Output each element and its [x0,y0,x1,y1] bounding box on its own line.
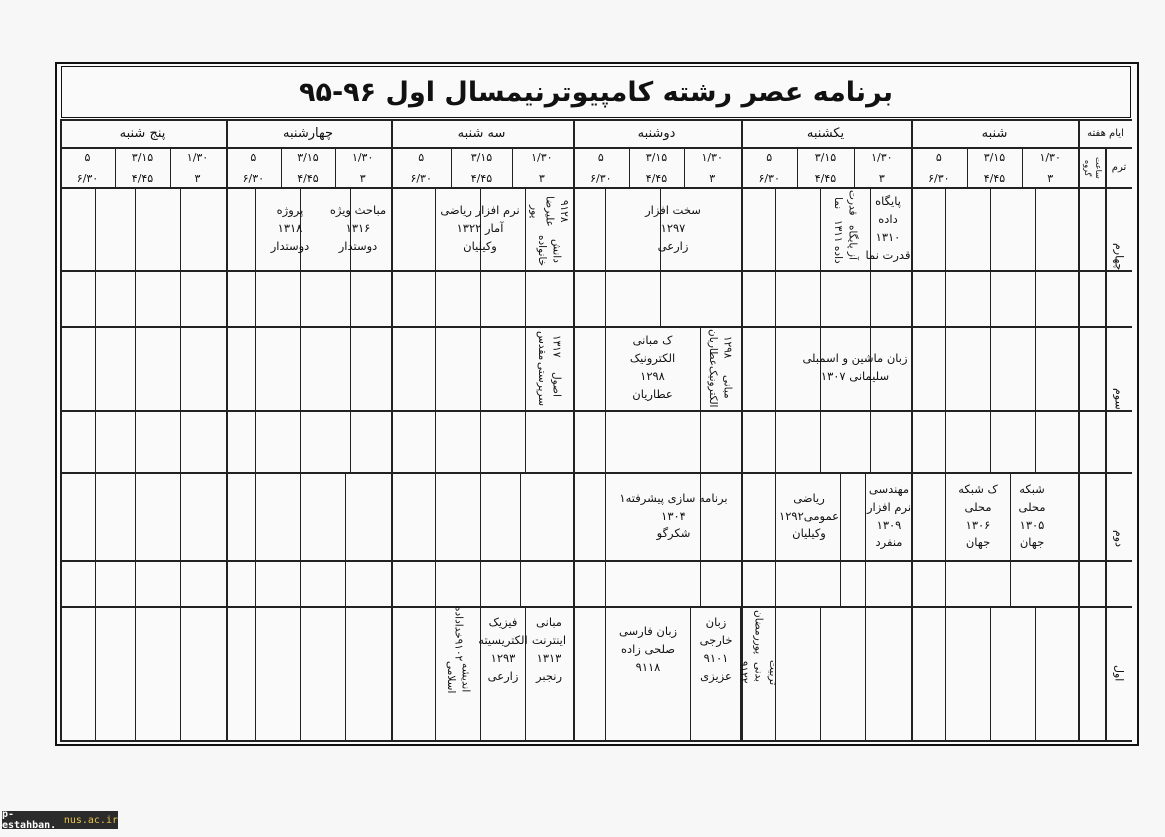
slot-start: ۵ [935,151,942,164]
grid-line [226,119,228,740]
course-cell [256,190,324,268]
grid-line [435,326,436,472]
course-line: ۱۳۰۶ [965,517,991,532]
page-title: برنامه عصر رشته کامپیوترنیمسال اول ۹۶-۹۵ [61,66,1131,118]
course-line: ۱۲۹۳ [490,651,516,665]
course-line: ۱۳۰۴ [661,508,686,523]
course-line: برنامه سازی پیشرفته۱ [619,490,728,505]
course-line: نرم افزار [866,499,912,514]
grid-line [300,606,301,740]
slot-start: ۵ [418,151,425,164]
course-line: ک مبانی [632,333,673,348]
slot-start: ۳/۱۵ [131,151,154,164]
course-line: اندیشه اسلامی [445,661,472,694]
course-line: دوستدار [338,238,378,253]
slot-label [451,148,511,186]
grid-line [345,606,346,740]
slot-label [391,148,451,186]
course-line: ریاضی [793,490,825,505]
slot-label [911,148,967,186]
term-name: چهارم [1112,242,1126,271]
grid-line [1035,326,1036,472]
slot-start: ۳/۱۵ [297,151,319,164]
grid-line [573,119,575,740]
course-cell [478,610,528,690]
slot-label [281,148,336,186]
course-line: خارجی [699,633,733,648]
course-line: مهندسی [868,481,910,496]
slot-end: ۴/۴۵ [645,171,668,185]
slot-label [967,148,1023,186]
grid-line [990,326,991,472]
course-cell [606,190,740,268]
course-line: زبان فارسی [618,624,678,639]
slot-start: ۳/۱۵ [470,151,493,164]
course-line: پوررمضان [752,610,765,655]
course-line: دوستدار [270,238,310,253]
slot-end: ۴/۴۵ [814,171,837,185]
grid-line [300,472,301,606]
course-line: ۹۱۱۸ [635,659,661,674]
slot-label [629,148,685,186]
course-line: عطاریان [632,386,673,401]
course-line: محلی [1018,499,1046,514]
course-cell-vertical [821,190,869,268]
slot-label [115,148,170,186]
course-line: نرم افزار ریاضی [440,203,520,218]
slot-label [854,148,910,186]
term-name: اول [1112,664,1126,682]
website-footer[interactable] [2,811,118,829]
grid-line [605,472,606,606]
grid-line [435,472,436,606]
course-line: ۹۱۰۲خداداده [452,606,465,662]
grid-line [480,326,481,472]
grid-line [911,119,913,740]
course-line: پروژه [276,203,304,218]
grid-line [840,472,841,606]
slot-label [60,148,115,186]
grid-line [180,326,181,472]
course-cell [326,190,390,268]
course-line: دانش خانواده [536,235,563,267]
slot-end: ۳ [538,171,545,185]
course-line: ۱۳۰۹ [876,517,902,532]
course-line: ۱۳۱۶ [345,221,371,236]
course-line: اینترنت [531,633,567,648]
course-line: قدرت نما [865,247,911,262]
slot-label [226,148,281,186]
slot-label [797,148,853,186]
slot-end: ۴/۴۵ [131,171,154,185]
grid-line [60,410,1132,412]
course-line: رنجبر [536,668,562,683]
course-cell-vertical [436,606,480,694]
grid-line [990,606,991,740]
grid-line [60,326,1132,328]
course-line: سلیمانی ۱۳۰۷ [820,369,890,383]
course-line: محلی [964,499,992,514]
slot-end: ۶/۳۰ [410,171,432,185]
slot-end: ۴/۴۵ [297,171,319,185]
course-cell [692,610,740,690]
course-line: زارعی [657,238,689,253]
slot-start: ۱/۳۰ [351,151,374,164]
course-line: منفرد [875,535,903,550]
group-label: ساعت گروه [1082,157,1103,179]
course-line: آز پایگاه داده ۱۳۱۱ [832,220,859,264]
slot-end: ۳ [1047,171,1054,185]
slot-label [573,148,629,186]
grid-line [945,187,946,326]
day-header: چهارشنبه [283,125,333,141]
course-cell-vertical [525,190,573,268]
grid-line [95,606,96,740]
course-cell-vertical [737,610,780,690]
slot-start: ۵ [597,151,604,164]
course-cell [865,190,911,268]
course-cell-vertical [700,330,740,406]
slot-end: ۶/۳۰ [590,171,612,185]
grid-line [775,326,776,472]
course-line: ۱۳۱۸ [277,221,303,236]
course-line: پایگاه [875,194,901,209]
grid-line [1078,119,1080,740]
course-line: مبانی الکترونیک [707,365,734,408]
course-line: ۱۲۹۷ [660,221,686,236]
grid-line [945,326,946,472]
slot-start: ۱/۳۰ [1039,151,1061,164]
course-line: ۱۳۱۷ مقدس [536,331,563,361]
course-cell [435,190,525,268]
grid-line [95,472,96,606]
slot-start: ۳/۱۵ [814,151,837,164]
course-line: شبکه [1019,481,1045,496]
course-cell-vertical [525,330,573,406]
grid-line [95,326,96,472]
slot-start: ۵ [250,151,257,164]
course-line: زبان ماشین و اسمبلی [802,351,908,366]
course-line: مباحث ویژه [329,203,387,218]
grid-line [60,606,1132,608]
grid-line [945,472,946,606]
slot-label [684,148,740,186]
term-name: دوم [1112,530,1126,548]
course-line: ۱۳۱۳ [536,651,562,665]
slot-label [512,148,572,186]
course-line: ۱۳۰۵ [1019,517,1045,532]
grid-line [135,326,136,472]
week-label: ایام هفته [1087,127,1124,139]
grid-line [775,187,776,326]
course-line: ۱۳۱۰ [875,230,901,244]
grid-line [345,472,346,606]
grid-line [820,606,821,740]
course-line: وکیلیان [463,238,497,253]
slot-end: ۴/۴۵ [983,171,1006,185]
grid-line [60,119,62,740]
slot-start: ۱/۳۰ [701,151,723,164]
slot-start: ۳/۱۵ [645,151,668,164]
grid-line [1035,606,1036,740]
course-line: اصول سرپرستی [536,361,563,406]
grid-line [391,119,393,740]
grid-line [95,187,96,326]
footer-prefix: p-estahban. [2,809,57,831]
term-name: سوم [1112,388,1126,410]
slot-end: ۳ [709,171,716,185]
grid-line [480,472,481,606]
slot-label [335,148,390,186]
slot-label [741,148,797,186]
grid-line [990,187,991,326]
grid-line [135,187,136,326]
grid-line [60,560,1132,562]
course-line: ۹۱۲۸ علیرضا پور [528,196,571,228]
course-line: سخت افزار [645,203,701,218]
slot-start: ۱/۳۰ [186,151,209,164]
course-line: الکتریسیته [478,633,528,648]
grid-line [255,472,256,606]
course-line: آمار ۱۳۲۲ [456,221,504,236]
slot-end: ۴/۴۵ [470,171,493,185]
course-line: داده [878,212,898,227]
grid-line [520,472,521,606]
course-cell [606,610,690,690]
course-line: ک شبکه [958,481,998,496]
course-line: زبان [705,615,727,630]
grid-line [690,606,691,740]
course-line: عمومی۱۲۹۲ [779,508,839,523]
slot-start: ۵ [84,151,91,164]
grid-line [865,606,866,740]
day-header: دوشنبه [637,125,676,141]
grid-line [1010,472,1011,606]
grid-line [135,606,136,740]
grid-line [350,326,351,472]
course-line: صلحی زاده [620,642,676,657]
slot-end: ۳ [194,171,201,185]
grid-line [1035,187,1036,326]
course-cell [947,475,1009,558]
grid-line [255,606,256,740]
grid-line [180,187,181,326]
day-header: پنج شنبه [119,125,166,141]
course-line: شکرگو [656,526,691,541]
course-cell [526,610,572,690]
slot-end: ۳ [359,171,366,185]
day-header: یکشنبه [806,125,845,141]
slot-start: ۱/۳۰ [531,151,553,164]
grid-line [60,270,1132,272]
grid-line [300,326,301,472]
slot-end: ۳ [878,171,885,185]
course-line: فیزیک [488,615,518,630]
course-cell [778,475,840,558]
course-cell [866,475,912,558]
slot-label [1022,148,1078,186]
course-line: الکترونیک [629,351,676,366]
slot-label [170,148,225,186]
course-line: ۱۲۹۸ عطاریان [707,328,734,366]
grid-line [135,472,136,606]
course-line: زارعی [487,668,519,683]
slot-start: ۵ [766,151,773,164]
course-line: قدرت نما [832,190,859,216]
slot-start: ۱/۳۰ [871,151,893,164]
course-line: مبانی [536,615,562,630]
course-line: جهان [1019,535,1045,550]
course-line: وکیلیان [792,526,826,541]
course-cell [605,330,700,406]
day-header: شنبه [981,125,1008,141]
course-cell [607,475,740,558]
course-cell [800,330,910,406]
day-header: سه شنبه [457,125,506,141]
slot-end: ۶/۳۰ [76,171,99,185]
grid-line [775,472,776,606]
course-line: جهان [965,535,991,550]
footer-domain: nus.ac.ir [63,814,118,826]
slot-end: ۶/۳۰ [242,171,265,185]
grid-line [945,606,946,740]
grid-line [180,606,181,740]
course-line: عزیزی [700,668,732,683]
grid-line [180,472,181,606]
slot-start: ۳/۱۵ [983,151,1006,164]
course-cell [1012,475,1052,558]
course-line: ۹۱۰۱ [703,651,729,665]
slot-end: ۶/۳۰ [928,171,950,185]
grid-line [60,472,1132,474]
grid-line [255,326,256,472]
course-line: تربیت بدنی ۹۱۲۲ [737,659,780,685]
course-line: ۱۲۹۸ [640,369,665,383]
slot-end: ۶/۳۰ [758,171,780,185]
term-label: ترم [1111,161,1127,173]
grid-line [60,740,1132,742]
